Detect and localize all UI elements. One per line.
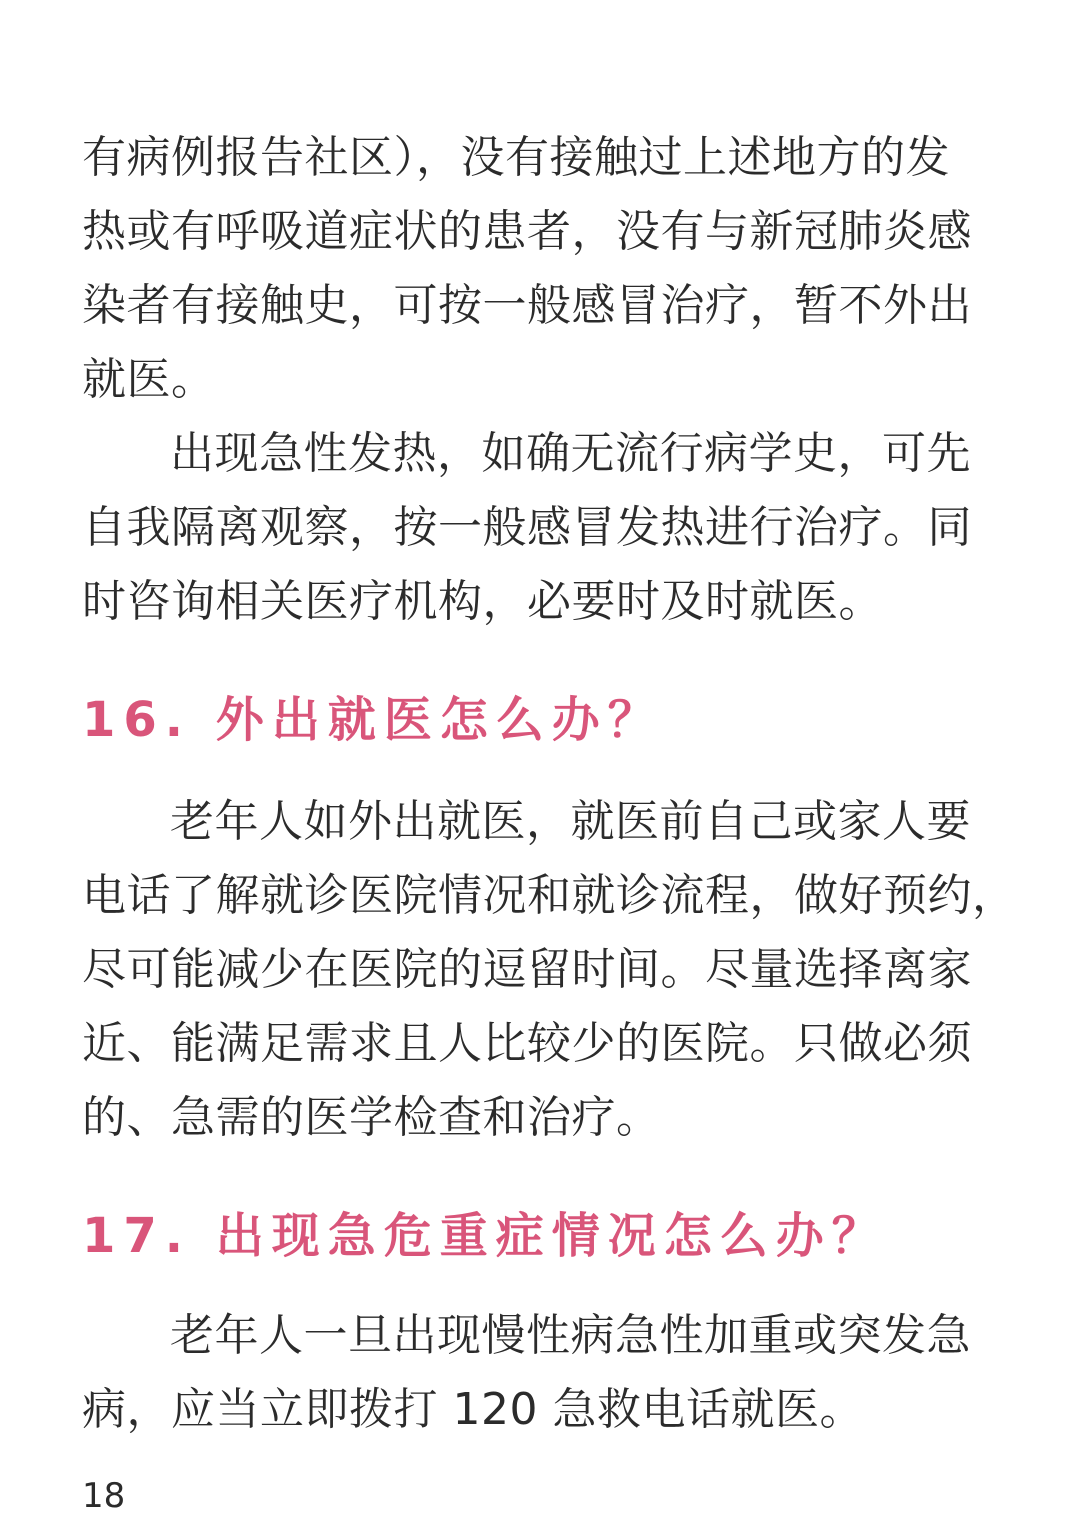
- section-17-line-1: 老年人一旦出现慢性病急性加重或突发急: [170, 1310, 971, 1361]
- section-16-line-2: 电话了解就诊医院情况和就诊流程，做好预约，: [82, 870, 1017, 921]
- fever-line-2: 自我隔离观察，按一般感冒发热进行治疗。同: [82, 502, 972, 553]
- section-17-line-2: 病，应当立即拨打 120 急救电话就医。: [82, 1384, 864, 1435]
- section-16-line-1: 老年人如外出就医，就医前自己或家人要: [170, 796, 971, 847]
- section-16-line-5: 的、急需的医学检查和治疗。: [82, 1092, 661, 1143]
- page-number: 18: [82, 1476, 126, 1516]
- intro-line-3: 染者有接触史，可按一般感冒治疗，暂不外出: [82, 280, 972, 331]
- fever-line-3: 时咨询相关医疗机构，必要时及时就医。: [82, 576, 883, 627]
- section-16-line-3: 尽可能减少在医院的逗留时间。尽量选择离家: [82, 944, 972, 995]
- intro-line-4: 就医。: [82, 354, 216, 405]
- intro-line-1: 有病例报告社区），没有接触过上述地方的发: [82, 132, 950, 183]
- fever-line-1: 出现急性发热，如确无流行病学史，可先: [170, 428, 971, 479]
- section-16-line-4: 近、能满足需求且人比较少的医院。只做必须: [82, 1018, 972, 1069]
- section-17-heading: 17. 出现急危重症情况怎么办？: [82, 1208, 888, 1264]
- intro-line-2: 热或有呼吸道症状的患者，没有与新冠肺炎感: [82, 206, 972, 257]
- section-16-heading: 16. 外出就医怎么办？: [82, 692, 664, 748]
